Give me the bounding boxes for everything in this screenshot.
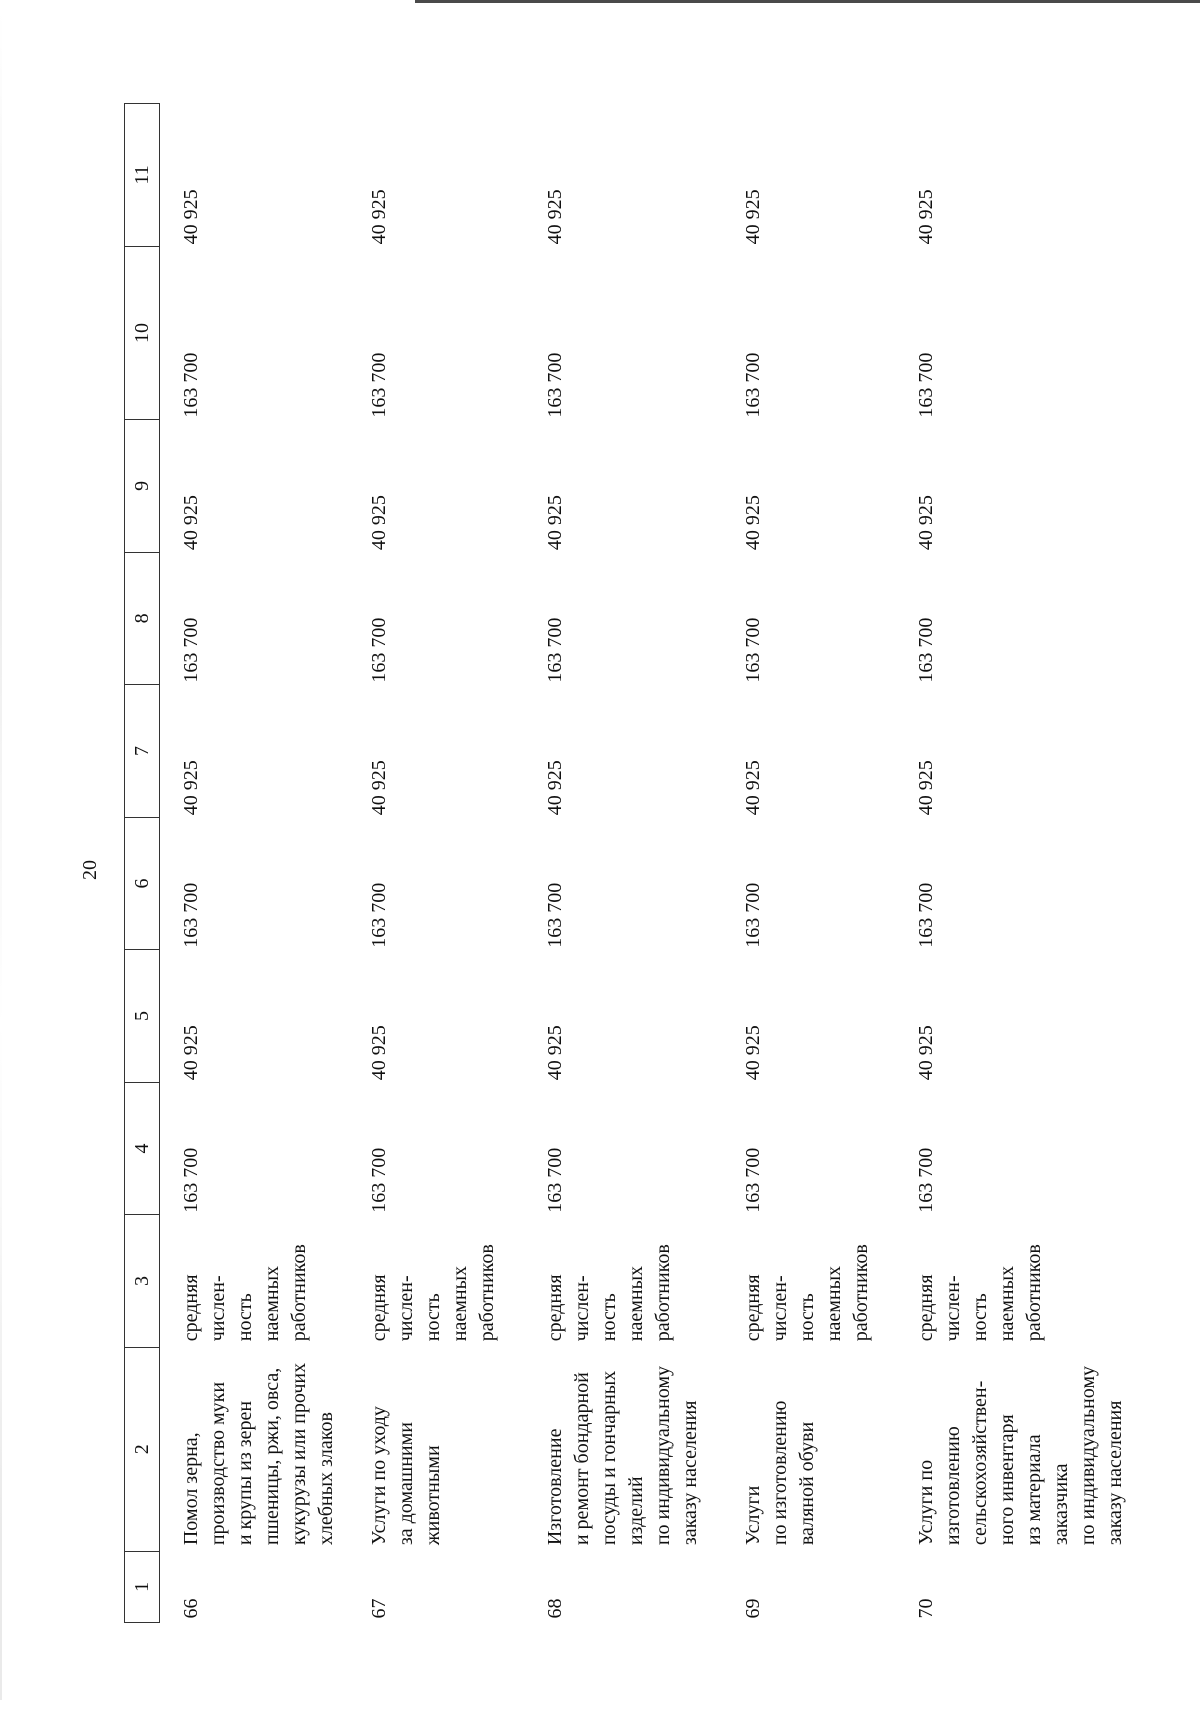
value-col-11: 40 925 xyxy=(915,189,937,245)
activity-name: Изготовление и ремонт бондарной посуды и гончарных изделий по индивидуальному заказу населения xyxy=(544,1365,701,1546)
column-header-6: 6 xyxy=(125,817,160,950)
value-col-7: 40 925 xyxy=(742,760,764,816)
value-col-11: 40 925 xyxy=(368,189,390,245)
value-col-8: 163 700 xyxy=(742,617,764,683)
activity-name: Услуги по уходу за домашними животными xyxy=(368,1406,444,1546)
table-row xyxy=(722,104,895,1623)
value-col-11: 40 925 xyxy=(180,189,202,245)
value-col-11: 40 925 xyxy=(742,189,764,245)
data-table xyxy=(124,103,1129,1623)
value-col-10: 163 700 xyxy=(180,352,202,418)
value-col-5: 40 925 xyxy=(544,1025,566,1081)
value-col-8: 163 700 xyxy=(368,617,390,683)
activity-name: Услуги по изготовлению сельскохозяйствен- ного инвентаря из материала заказчика по индивидуальному заказу населения xyxy=(915,1365,1126,1546)
value-col-6: 163 700 xyxy=(544,882,566,948)
indicator: средняя числен- ность наемных работников xyxy=(368,1244,498,1342)
column-header-11: 11 xyxy=(125,104,160,247)
column-header-5: 5 xyxy=(125,950,160,1083)
column-header-7: 7 xyxy=(125,685,160,818)
column-header-1: 1 xyxy=(125,1551,160,1622)
value-col-9: 40 925 xyxy=(544,495,566,551)
value-col-9: 40 925 xyxy=(915,495,937,551)
table-row xyxy=(895,104,1129,1623)
value-col-7: 40 925 xyxy=(915,760,937,816)
value-col-7: 40 925 xyxy=(368,760,390,816)
value-col-4: 163 700 xyxy=(915,1147,937,1213)
value-col-4: 163 700 xyxy=(180,1147,202,1213)
value-col-8: 163 700 xyxy=(180,617,202,683)
table-row xyxy=(160,104,349,1623)
row-number: 66 xyxy=(180,1598,202,1619)
table-row xyxy=(524,104,722,1623)
value-col-8: 163 700 xyxy=(915,617,937,683)
value-col-10: 163 700 xyxy=(544,352,566,418)
table-header xyxy=(125,104,160,1623)
value-col-6: 163 700 xyxy=(180,882,202,948)
value-col-9: 40 925 xyxy=(368,495,390,551)
page-number: 20 xyxy=(79,860,101,880)
value-col-4: 163 700 xyxy=(368,1147,390,1213)
table-body xyxy=(160,104,1130,1623)
indicator: средняя числен- ность наемных работников xyxy=(915,1244,1045,1342)
indicator: средняя числен- ность наемных работников xyxy=(742,1244,872,1342)
value-col-6: 163 700 xyxy=(742,882,764,948)
value-col-5: 40 925 xyxy=(742,1025,764,1081)
value-col-10: 163 700 xyxy=(915,352,937,418)
column-header-2: 2 xyxy=(125,1347,160,1551)
value-col-4: 163 700 xyxy=(544,1147,566,1213)
table-row xyxy=(348,104,524,1623)
row-number: 68 xyxy=(544,1598,566,1619)
value-col-10: 163 700 xyxy=(368,352,390,418)
value-col-9: 40 925 xyxy=(742,495,764,551)
column-header-8: 8 xyxy=(125,552,160,685)
value-col-7: 40 925 xyxy=(180,760,202,816)
column-header-9: 9 xyxy=(125,420,160,553)
value-col-6: 163 700 xyxy=(368,882,390,948)
value-col-5: 40 925 xyxy=(915,1025,937,1081)
value-col-5: 40 925 xyxy=(180,1025,202,1081)
scan-edge-line xyxy=(415,0,1200,3)
value-col-9: 40 925 xyxy=(180,495,202,551)
value-col-6: 163 700 xyxy=(915,882,937,948)
value-col-4: 163 700 xyxy=(742,1147,764,1213)
column-header-10: 10 xyxy=(125,246,160,419)
scan-left-edge xyxy=(0,10,2,1700)
indicator: средняя числен- ность наемных работников xyxy=(180,1244,310,1342)
row-number: 70 xyxy=(915,1598,937,1619)
value-col-11: 40 925 xyxy=(544,189,566,245)
value-col-8: 163 700 xyxy=(544,617,566,683)
row-number: 67 xyxy=(368,1598,390,1619)
table-container xyxy=(124,103,1174,1623)
column-header-3: 3 xyxy=(125,1215,160,1348)
value-col-7: 40 925 xyxy=(544,760,566,816)
indicator: средняя числен- ность наемных работников xyxy=(544,1244,674,1342)
row-number: 69 xyxy=(742,1598,764,1619)
activity-name: Услуги по изготовлению валяной обуви xyxy=(742,1400,818,1546)
activity-name: Помол зерна, производство муки и крупы из зерен пшеницы, ржи, овса, кукурузы или прочих хлебных злаков xyxy=(180,1362,337,1546)
value-col-5: 40 925 xyxy=(368,1025,390,1081)
column-header-4: 4 xyxy=(125,1082,160,1215)
value-col-10: 163 700 xyxy=(742,352,764,418)
header-row xyxy=(125,104,160,1623)
